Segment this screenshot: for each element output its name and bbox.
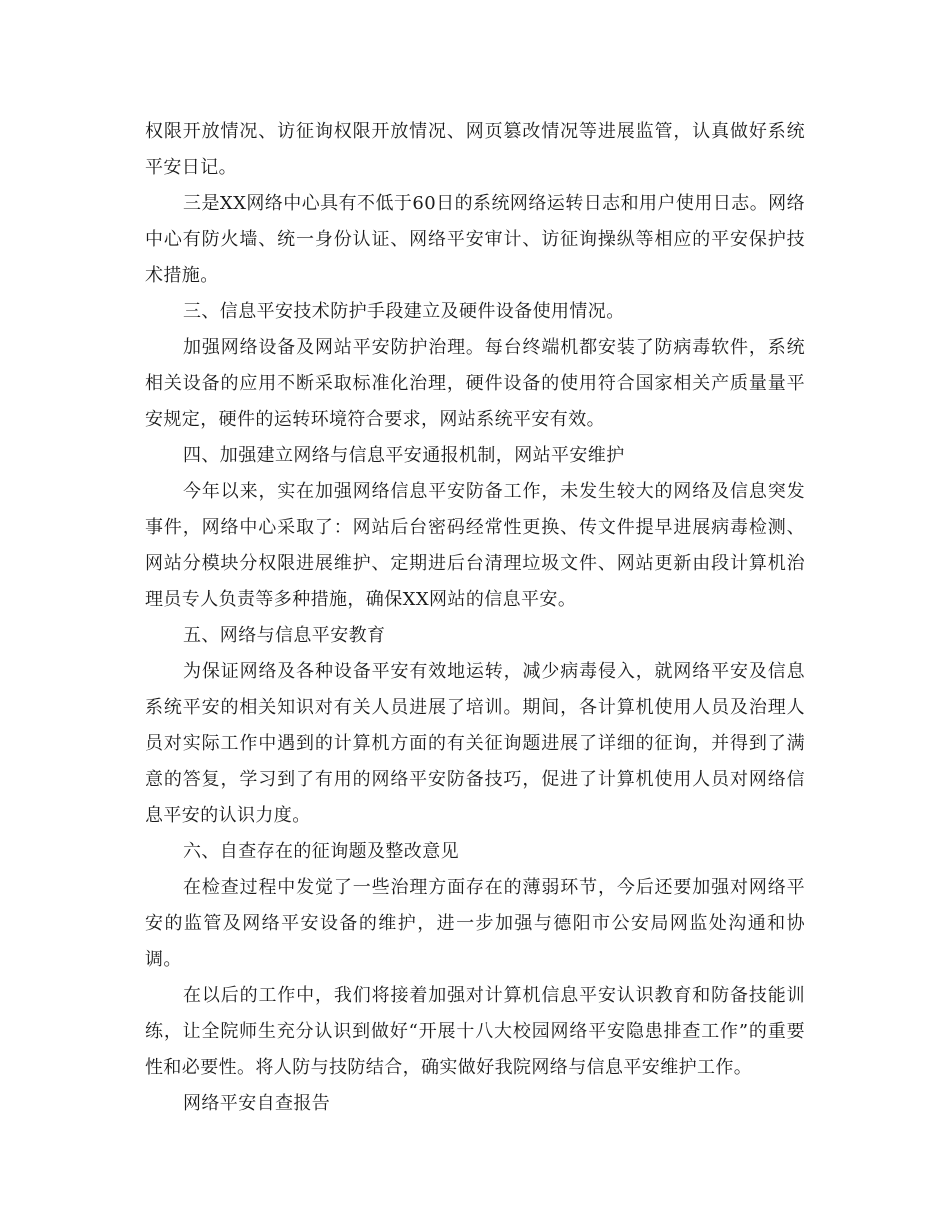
section-heading-six: 六、自查存在的征询题及整改意见 (183, 841, 459, 862)
paragraph-training: 为保证网络及各种设备平安有效地运转，减少病毒侵入，就网络平安及信息系统平安的相关知识对有关人员进展了培训。期间，各计算机使用人员及治理人员对实际工作中遇到的计算机方面的有关征询题进展了详细的征询，并得到了满意的答复，学习到了有用的网络平安防备技巧，促进了计算机使用人员对网络信息平安的认识力度。 (145, 661, 805, 826)
section-heading-three: 三、信息平安技术防护手段建立及硬件设备使用情况。 (183, 301, 625, 322)
paragraph-future-work: 在以后的工作中，我们将接着加强对计算机信息平安认识教育和防备技能训练，让全院师生充分认识到做好“开展十八大校园网络平安隐患排查工作”的重要性和必要性。将人防与技防结合，确实做好我院网络与信息平安维护工作。 (145, 985, 805, 1078)
paragraph-weaknesses: 在检查过程中发觉了一些治理方面存在的薄弱环节，今后还要加强对网络平安的监管及网络平安设备的维护，进一步加强与德阳市公安局网监处沟通和协调。 (145, 877, 805, 970)
document-body (145, 114, 805, 1122)
paragraph-continuation: 权限开放情况、访征询权限开放情况、网页篡改情况等进展监管，认真做好系统平安日记。 (145, 121, 805, 178)
paragraph-log-retention: 三是XX网络中心具有不低于60日的系统网络运转日志和用户使用日志。网络中心有防火墙、统一身份认证、网络平安审计、访征询操纵等相应的平安保护技术措施。 (145, 193, 805, 286)
document-title-next: 网络平安自查报告 (183, 1093, 331, 1114)
section-heading-four: 四、加强建立网络与信息平安通报机制，网站平安维护 (183, 445, 625, 466)
section-heading-five: 五、网络与信息平安教育 (183, 625, 386, 646)
paragraph-security-measures: 今年以来，实在加强网络信息平安防备工作，未发生较大的网络及信息突发事件，网络中心采取了：网站后台密码经常性更换、传文件提早进展病毒检测、网站分模块分权限进展维护、定期进后台清理垃圾文件、网站更新由段计算机治理员专人负责等多种措施，确保XX网站的信息平安。 (145, 481, 805, 610)
paragraph-device-protection: 加强网络设备及网站平安防护治理。每台终端机都安装了防病毒软件，系统相关设备的应用不断采取标准化治理，硬件设备的使用符合国家相关产质量量平安规定，硬件的运转环境符合要求，网站系统平安有效。 (145, 337, 805, 430)
